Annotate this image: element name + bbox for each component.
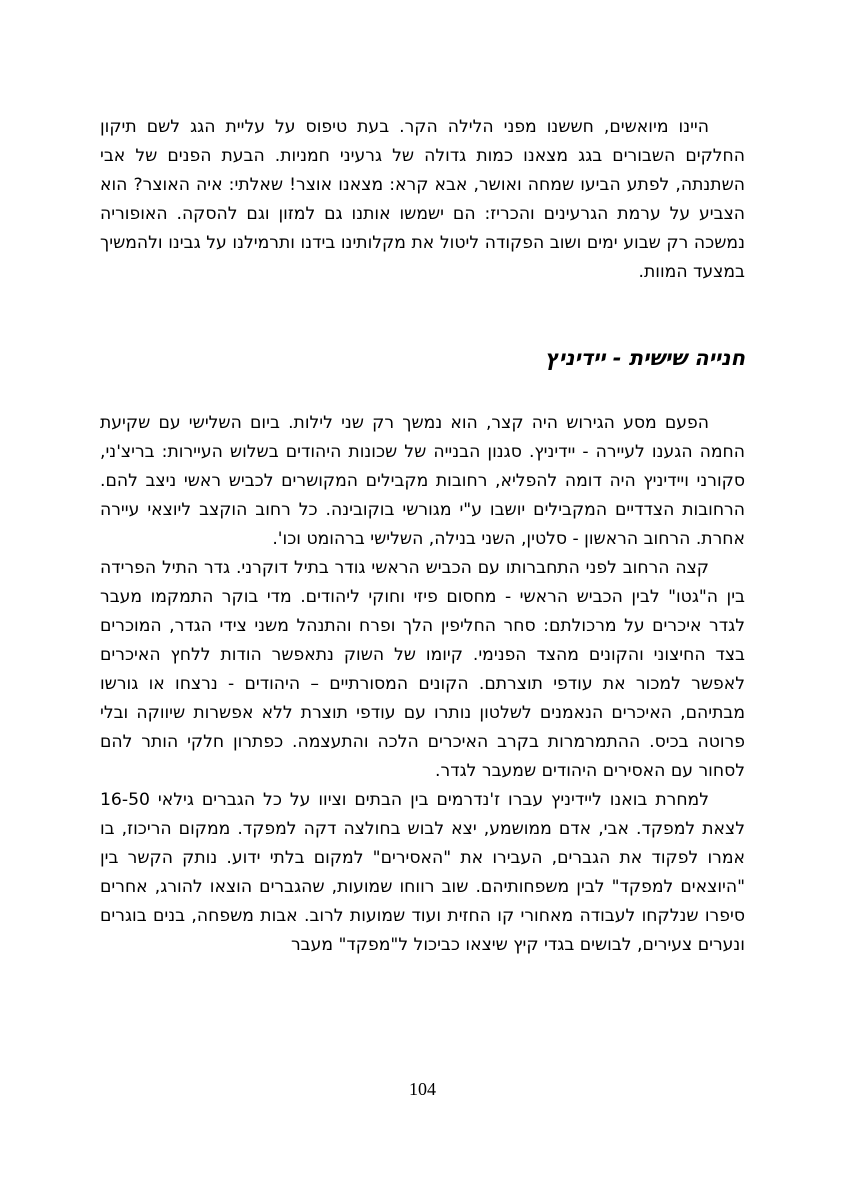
section-heading: חנייה שישית - יידיניץ bbox=[544, 346, 745, 370]
body-paragraph: למחרת בואנו ליידיניץ עברו ז'נדרמים בין הבתים וציוו על כל הגברים גילאי 16-50 לצאת למפקד. אבי, אדם ממושמע, יצא לבוש בחולצה דקה למפקד. ממקום הריכוז, בו אמרו לפקוד את הגברים, העבירו את "האסירים" למקום בלתי ידוע. נותק הקשר בין "היוצאים למפקד" לבין משפחותיהם. שוב רווחו שמועות, שהגברים הוצאו להורג, אחרים סיפרו שנלקחו לעבודה מאחורי קו החזית ועוד שמועות לרוב. אבות משפחה, בנים בוגרים ונערים צעירים, לבושים בגדי קיץ שיצאו כביכול ל"מפקד" מעבר bbox=[100, 790, 745, 955]
body-paragraph: קצה הרחוב לפני התחברותו עם הכביש הראשי גודר בתיל דוקרני. גדר התיל הפרידה בין ה"גטו" לבין הכביש הראשי - מחסום פיזי וחוקי ליהודים. מדי בוקר התמקמו מעבר לגדר איכרים על מרכולתם: סחר החליפין הלך ופרח והתנהל משני צידי הגדר, המוכרים בצד החיצוני והקונים מהצד הפנימי. קיומו של השוק נתאפשר הודות ללחץ האיכרים לאפשר למכור את עודפי תוצרתם. הקונים המסורתיים – היהודים - נרצחו או גורשו מבתיהם, האיכרים הנאמנים לשלטון נותרו עם עודפי תוצרת ללא אפשרות שיווקה ובלי פרוטה בכיס. ההתמרמרות בקרב האיכרים הלכה והתעצמה. כפתרון חלקי הותר להם לסחור עם האסירים היהודים שמעבר לגדר. bbox=[100, 558, 745, 781]
opening-paragraph-block bbox=[100, 113, 745, 287]
section-body bbox=[100, 409, 745, 960]
page-number: 104 bbox=[409, 1079, 436, 1099]
body-paragraph: הפעם מסע הגירוש היה קצר, הוא נמשך רק שני לילות. ביום השלישי עם שקיעת החמה הגענו לעיירה - יידיניץ. סגנון הבנייה של שכונות היהודים בשלוש העיירות: בריצ'ני, סקורני ויידיניץ היה דומה להפליא, רחובות מקבילים המקושרים לכביש ראשי ניצב להם. הרחובות הצדדיים המקבילים יושבו ע"י מגורשי בוקובינה. כל רחוב הוקצב ליוצאי עיירה אחרת. הרחוב הראשון - סלטין, השני בנילה, השלישי ברהומט וכו'. bbox=[100, 413, 745, 549]
opening-paragraph: היינו מיואשים, חששנו מפני הלילה הקר. בעת טיפוס על עליית הגג לשם תיקון החלקים השבורים בגג מצאנו כמות גדולה של גרעיני חמניות. הבעת הפנים של אבי השתנתה, לפתע הביעו שמחה ואושר, אבא קרא: מצאנו אוצר! שאלתי: איה האוצר? הוא הצביע על ערמת הגרעינים והכריז: הם ישמשו אותנו גם למזון וגם להסקה. האופוריה נמשכה רק שבוע ימים ושוב הפקודה ליטול את מקלותינו בידנו ותרמילנו על גבינו ולהמשיך במצעד המוות. bbox=[100, 117, 745, 282]
